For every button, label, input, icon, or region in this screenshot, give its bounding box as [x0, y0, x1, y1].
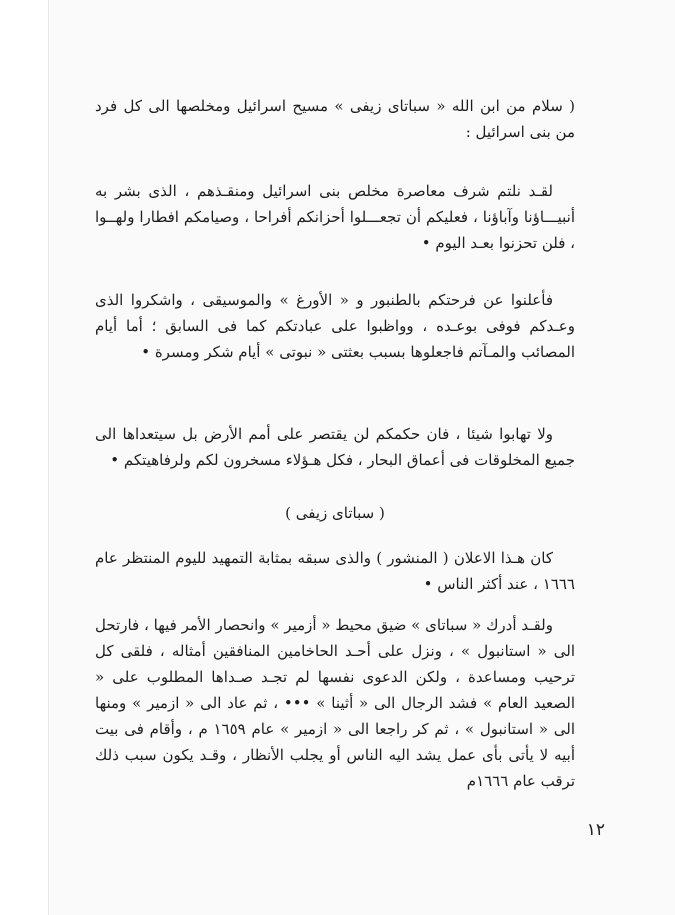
signature: ( سباتاى زيفى ): [285, 504, 385, 522]
narrative-paragraph-2: ولقـد أدرك « سباتاى » ضيق محيط « أزمير » وانحصار الأمر فيها ، فارتحل الى « استانبول » ، ونزل على أحـد الحاخامين المنافقين أمثاله ، فلقى كل ترحيب ومساعدة ، ولكن الدعوى نفسها لم تجـد صـداها المطلوب على « الصعيد العام » فشد الرجال الى « أثينا » ••• ، ثم عاد الى « ازمير » ومنها الى « استانبول » ، ثم كر راجعا الى « ازمير » عام ١٦٥٩ م ، وأقام فى بيت أبيه لا يأتى بأى عمل يشد اليه الناس أو يجلب الأنظار ، وقـد يكون سبب ذلك ترقب عام ١٦٦٦م: [95, 616, 575, 790]
page-number: ١٢: [586, 820, 605, 840]
page-edge: [48, 0, 49, 915]
paragraph-1: لقـد نلتم شرف معاصرة مخلص بنى اسرائيل ومنقـذهم ، الذى بشر به أنبيـــاؤنا وآباؤنا ، فعليكم أن تجعـــلوا أحزانكم أفراحا ، وصيامكم افطارا ولهــوا ، فلن تحزنوا بعـد اليوم •: [95, 182, 575, 252]
proclamation-heading: ( سلام من ابن الله « سباتاى زيفى » مسيح اسرائيل ومخلصها الى كل فرد من بنى اسرائيل :: [95, 97, 575, 141]
narrative-paragraph-1: كان هـذا الاعلان ( المنشور ) والذى سبقه بمثابة التمهيد لليوم المنتظر عام ١٦٦٦ ، عند أكثر الناس •: [95, 549, 575, 593]
paragraph-2: فأعلنوا عن فرحتكم بالطنبور و « الأورغ » والموسيقى ، واشكروا الذى وعـدكم فوفى بوعـده ، وواظبوا على عبادتكم كما فى السابق ؛ أما أيام المصائب والمـآتم فاجعلوها بسبب بعثتى « نبوتى » أيام شكر ومسرة •: [95, 291, 575, 361]
paragraph-3: ولا تهابوا شيئا ، فان حكمكم لن يقتصر على أمم الأرض بل سيتعداها الى جميع المخلوقات فى أعماق البحار ، فكل هـؤلاء مسخرون لكم ولرفاهيتكم •: [95, 425, 575, 469]
